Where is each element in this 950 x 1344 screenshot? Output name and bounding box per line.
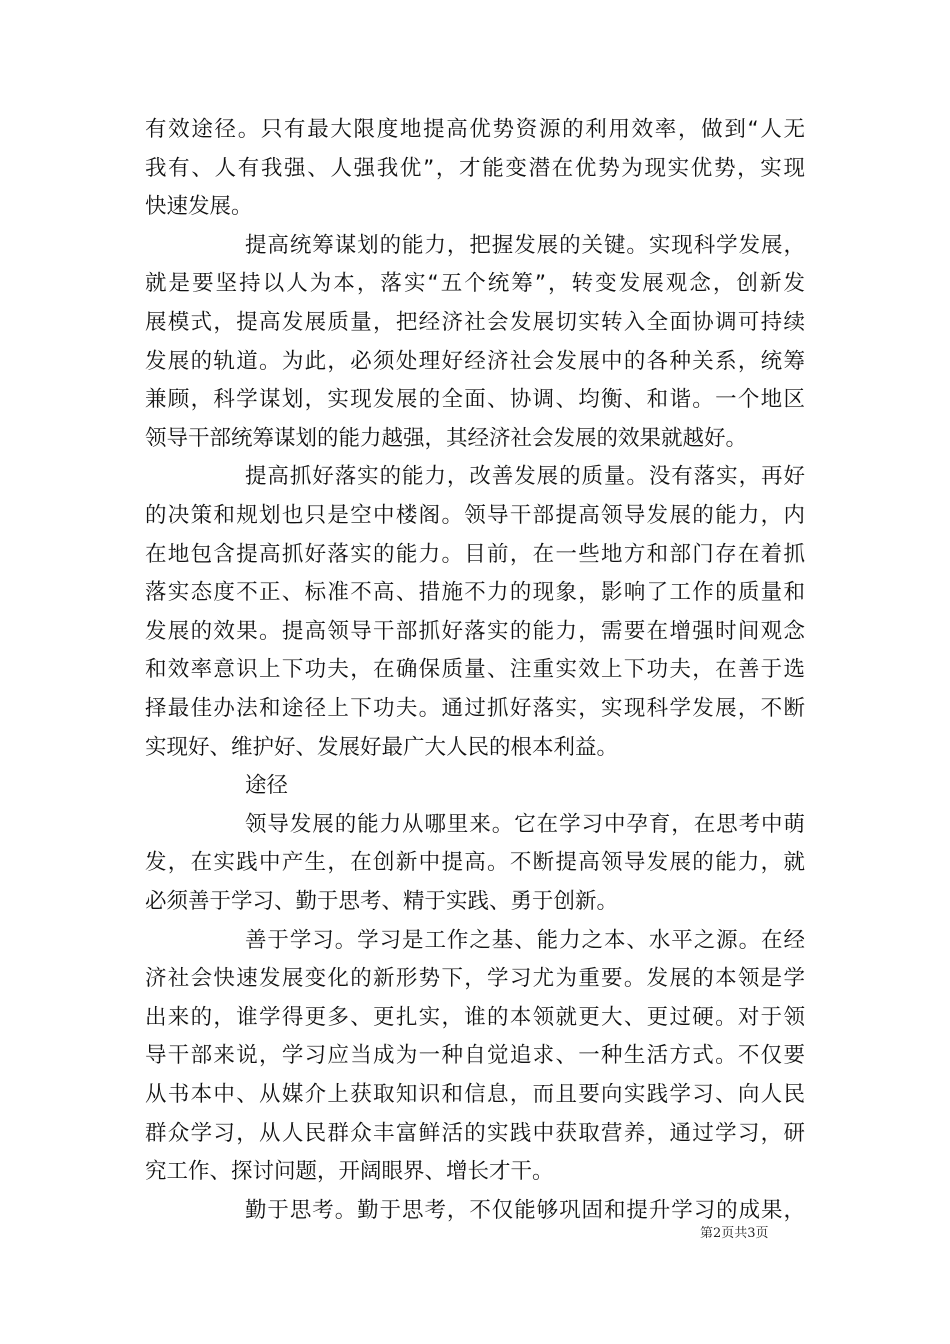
text-line: 落实态度不正、标准不高、措施不力的现象，影响了工作的质量和 [145,580,805,606]
text-line: 群众学习，从人民群众丰富鲜活的实践中获取营养，通过学习，研 [145,1120,805,1146]
text-line: 择最佳办法和途径上下功夫。通过抓好落实，实现科学发展，不断 [145,696,805,721]
text-line: 我有、人有我强、人强我优”，才能变潜在优势为现实优势，实现 [145,155,805,181]
text-line: 兼顾，科学谋划，实现发展的全面、协调、均衡、和谐。一个地区 [145,387,805,413]
text-line: 快速发展。 [145,194,253,220]
text-line: 究工作、探讨问题，开阔眼界、增长才干。 [145,1159,554,1185]
text-line: 展模式，提高发展质量，把经济社会发展切实转入全面协调可持续 [145,310,805,335]
text-line: 善于学习。学习是工作之基、能力之本、水平之源。在经 [245,927,805,953]
page-number: 第2页共3页 [700,1226,769,1241]
text-line: 和效率意识上下功夫，在确保质量、注重实效上下功夫，在善于选 [145,657,805,683]
text-line: 的决策和规划也只是空中楼阁。领导干部提高领导发展的能力，内 [145,503,805,528]
text-line: 提高统筹谋划的能力，把握发展的关键。实现科学发展， [245,232,805,258]
text-line: 途径 [245,773,289,799]
text-line: 发展的轨道。为此，必须处理好经济社会发展中的各种关系，统筹 [145,348,805,374]
text-line: 发，在实践中产生，在创新中提高。不断提高领导发展的能力，就 [145,850,805,876]
text-line: 有效途径。只有最大限度地提高优势资源的利用效率，做到“人无 [145,117,805,142]
text-line: 领导干部统筹谋划的能力越强，其经济社会发展的效果就越好。 [145,425,748,451]
text-line: 在地包含提高抓好落实的能力。目前，在一些地方和部门存在着抓 [145,541,805,567]
text-line: 提高抓好落实的能力，改善发展的质量。没有落实，再好 [245,464,805,490]
text-line: 导干部来说，学习应当成为一种自觉追求、一种生活方式。不仅要 [145,1043,805,1069]
text-line: 勤于思考。勤于思考，不仅能够巩固和提升学习的成果， [245,1197,805,1223]
text-line: 从书本中、从媒介上获取知识和信息，而且要向实践学习、向人民 [145,1082,805,1107]
text-line: 济社会快速发展变化的新形势下，学习尤为重要。发展的本领是学 [145,966,805,992]
text-line: 出来的，谁学得更多、更扎实，谁的本领就更大、更过硬。对于领 [145,1004,805,1030]
text-line: 发展的效果。提高领导干部抓好落实的能力，需要在增强时间观念 [145,618,805,644]
text-line: 必须善于学习、勤于思考、精于实践、勇于创新。 [145,889,619,914]
text-line: 实现好、维护好、发展好最广大人民的根本利益。 [145,734,619,760]
text-line: 领导发展的能力从哪里来。它在学习中孕育，在思考中萌 [245,811,805,837]
text-line: 就是要坚持以人为本，落实“五个统筹”，转变发展观念，创新发 [145,271,805,297]
